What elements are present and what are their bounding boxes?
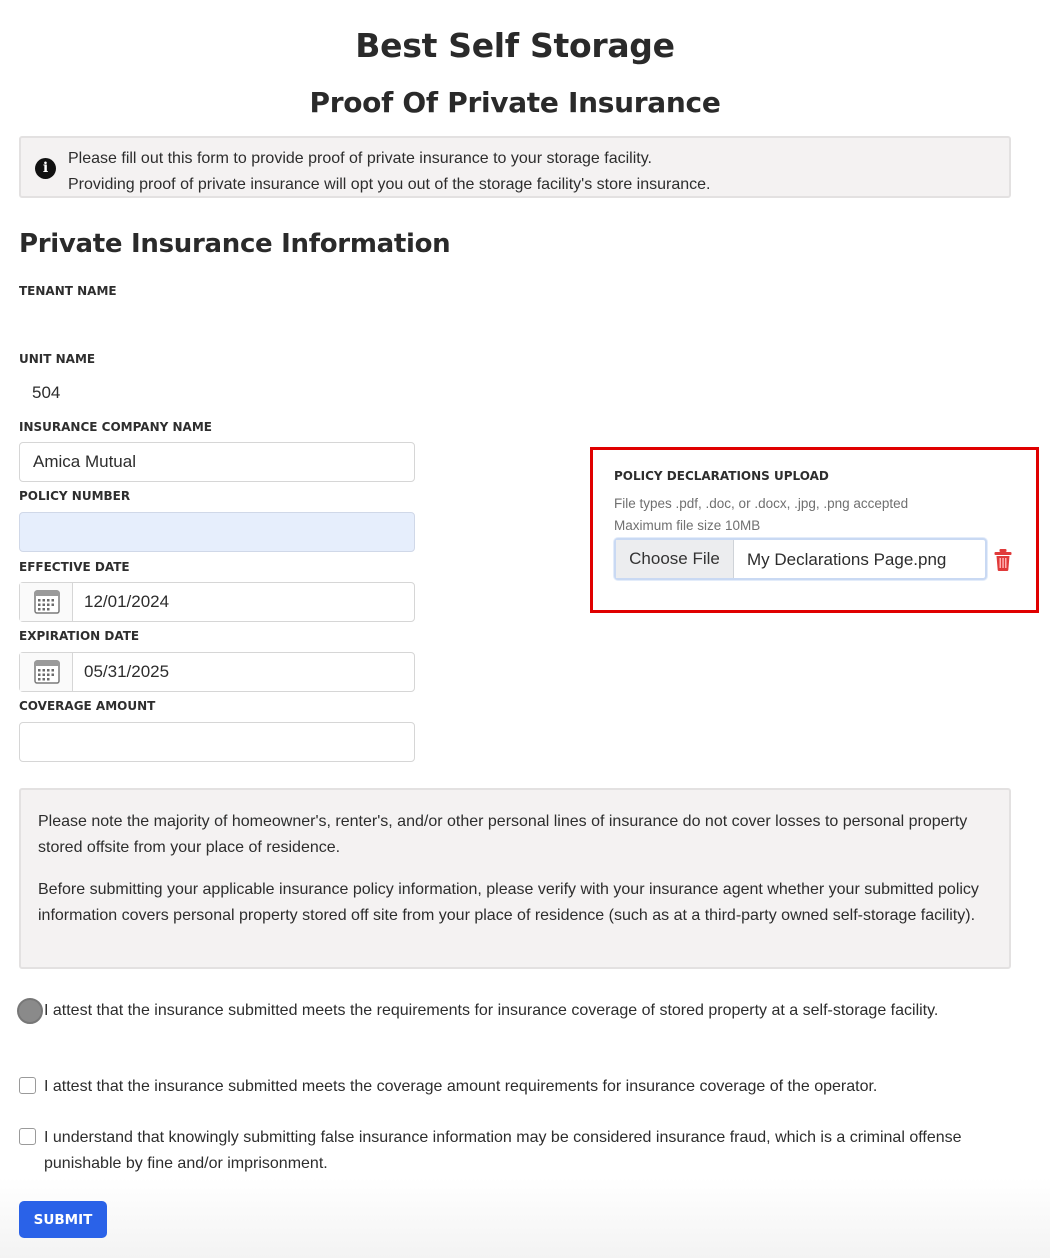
file-upload-control (614, 538, 987, 580)
section-title: Private Insurance Information (19, 229, 451, 259)
coverage-amount-label: COVERAGE AMOUNT (19, 699, 156, 713)
coverage-notice (19, 788, 1011, 969)
attestation-checkbox-2[interactable] (19, 1077, 36, 1094)
effective-date-input[interactable] (73, 583, 413, 621)
choose-file-button[interactable]: Choose File (616, 540, 734, 578)
coverage-amount-input[interactable] (19, 722, 415, 762)
page-subtitle: Proof Of Private Insurance (309, 86, 721, 119)
trash-icon (993, 548, 1013, 572)
submit-button[interactable]: SUBMIT (19, 1201, 107, 1238)
info-text (68, 146, 711, 198)
notice-paragraph-1: Please note the majority of homeowner's, renter's, and/or other personal lines of insurance do not cover losses to personal property stored offsite from your place of residence. (38, 813, 968, 856)
expiration-date-field (19, 652, 415, 692)
expiration-date-label: EXPIRATION DATE (19, 629, 140, 643)
page-title: Best Self Storage (355, 26, 675, 65)
calendar-icon (20, 583, 73, 621)
attestation-checkbox-3[interactable] (19, 1128, 36, 1145)
attestation-checkbox-1[interactable] (17, 998, 43, 1024)
page-bottom-shade (0, 1178, 1050, 1258)
info-line-2: Providing proof of private insurance will opt you out of the storage facility's store insurance. (68, 176, 711, 193)
attestation-text-2: I attest that the insurance submitted meets the coverage amount requirements for insurance coverage of the operator. (44, 1078, 878, 1095)
upload-label: POLICY DECLARATIONS UPLOAD (614, 469, 829, 483)
upload-highlight-frame (590, 447, 1039, 613)
insurance-company-label: INSURANCE COMPANY NAME (19, 420, 212, 434)
policy-number-label: POLICY NUMBER (19, 489, 131, 503)
selected-file-name: My Declarations Page.png (747, 550, 947, 569)
info-banner (19, 136, 1011, 198)
effective-date-label: EFFECTIVE DATE (19, 560, 130, 574)
insurance-company-input[interactable] (19, 442, 415, 482)
effective-date-field (19, 582, 415, 622)
expiration-date-input[interactable] (73, 653, 413, 691)
info-line-1: Please fill out this form to provide proof of private insurance to your storage facility. (68, 150, 652, 167)
notice-paragraph-2: Before submitting your applicable insurance policy information, please verify with your insurance agent whether your submitted policy information covers personal property stored off site from your place of residence (such as at a third-party owned self-storage facility). (38, 881, 979, 924)
expiration-date-picker-button[interactable] (20, 653, 73, 691)
upload-hint-types: File types .pdf, .doc, or .docx, .jpg, .png accepted (614, 496, 909, 511)
delete-file-button[interactable] (993, 548, 1013, 572)
tenant-name-label: TENANT NAME (19, 284, 117, 298)
calendar-icon (20, 653, 73, 691)
upload-hint-size: Maximum file size 10MB (614, 518, 761, 533)
unit-name-value: 504 (32, 383, 61, 402)
policy-number-input[interactable] (19, 512, 415, 552)
effective-date-picker-button[interactable] (20, 583, 73, 621)
attestation-text-1: I attest that the insurance submitted meets the requirements for insurance coverage of stored property at a self-storage facility. (44, 1002, 939, 1019)
attestation-text-3: I understand that knowingly submitting false insurance information may be considered insurance fraud, which is a criminal offense punishable by fine and/or imprisonment. (44, 1129, 962, 1172)
unit-name-label: UNIT NAME (19, 352, 96, 366)
info-circle-icon: i (35, 158, 56, 179)
